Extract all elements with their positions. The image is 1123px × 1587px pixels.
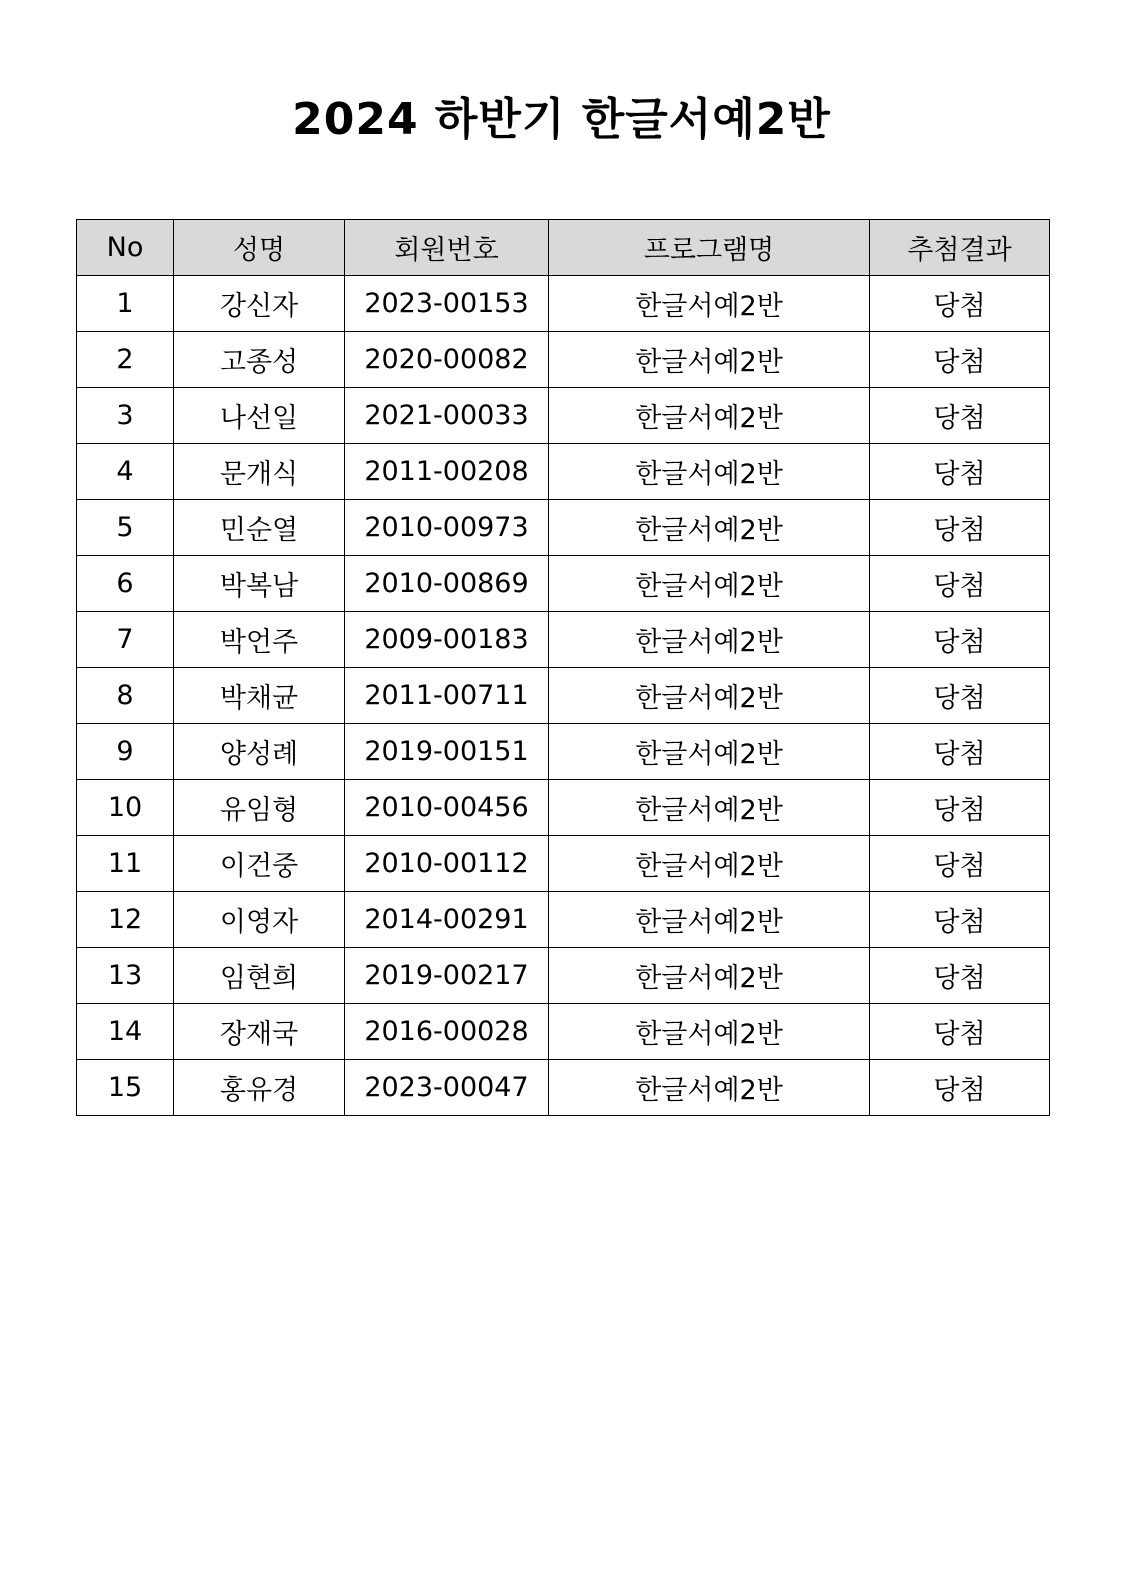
cell-result: 당첨: [870, 836, 1050, 892]
page-title: 2024 하반기 한글서예2반: [292, 94, 831, 145]
table-row: [77, 780, 1050, 836]
header-program: 프로그램명: [549, 220, 870, 276]
header-no: No: [77, 220, 174, 276]
cell-program: 한글서예2반: [549, 836, 870, 892]
cell-program: 한글서예2반: [549, 1060, 870, 1116]
table-row: [77, 892, 1050, 948]
cell-name: 홍유경: [174, 1060, 345, 1116]
table-row: [77, 724, 1050, 780]
cell-name: 문개식: [174, 444, 345, 500]
cell-no: 7: [77, 612, 174, 668]
table-body: [77, 276, 1050, 1116]
cell-name: 양성례: [174, 724, 345, 780]
cell-name: 유임형: [174, 780, 345, 836]
cell-name: 장재국: [174, 1004, 345, 1060]
cell-result: 당첨: [870, 556, 1050, 612]
cell-program: 한글서예2반: [549, 332, 870, 388]
cell-program: 한글서예2반: [549, 556, 870, 612]
table-row: [77, 500, 1050, 556]
cell-name: 이영자: [174, 892, 345, 948]
cell-program: 한글서예2반: [549, 500, 870, 556]
cell-result: 당첨: [870, 444, 1050, 500]
cell-name: 민순열: [174, 500, 345, 556]
cell-result: 당첨: [870, 332, 1050, 388]
cell-member-no: 2016-00028: [345, 1004, 549, 1060]
cell-no: 15: [77, 1060, 174, 1116]
cell-program: 한글서예2반: [549, 948, 870, 1004]
cell-program: 한글서예2반: [549, 444, 870, 500]
cell-member-no: 2011-00208: [345, 444, 549, 500]
header-member-no: 회원번호: [345, 220, 549, 276]
cell-name: 박언주: [174, 612, 345, 668]
cell-member-no: 2010-00869: [345, 556, 549, 612]
cell-no: 1: [77, 276, 174, 332]
cell-member-no: 2010-00456: [345, 780, 549, 836]
cell-program: 한글서예2반: [549, 388, 870, 444]
cell-no: 14: [77, 1004, 174, 1060]
cell-member-no: 2009-00183: [345, 612, 549, 668]
table-row: [77, 388, 1050, 444]
cell-result: 당첨: [870, 780, 1050, 836]
cell-result: 당첨: [870, 1004, 1050, 1060]
cell-member-no: 2010-00112: [345, 836, 549, 892]
cell-program: 한글서예2반: [549, 780, 870, 836]
table-header: [77, 220, 1050, 276]
cell-result: 당첨: [870, 724, 1050, 780]
cell-result: 당첨: [870, 500, 1050, 556]
cell-no: 2: [77, 332, 174, 388]
cell-result: 당첨: [870, 892, 1050, 948]
cell-member-no: 2020-00082: [345, 332, 549, 388]
cell-member-no: 2011-00711: [345, 668, 549, 724]
table-row: [77, 948, 1050, 1004]
cell-no: 4: [77, 444, 174, 500]
cell-name: 임현희: [174, 948, 345, 1004]
cell-no: 10: [77, 780, 174, 836]
cell-program: 한글서예2반: [549, 668, 870, 724]
cell-member-no: 2010-00973: [345, 500, 549, 556]
cell-result: 당첨: [870, 388, 1050, 444]
cell-program: 한글서예2반: [549, 724, 870, 780]
cell-no: 13: [77, 948, 174, 1004]
table-row: [77, 556, 1050, 612]
cell-name: 나선일: [174, 388, 345, 444]
table-row: [77, 276, 1050, 332]
cell-member-no: 2023-00047: [345, 1060, 549, 1116]
cell-no: 6: [77, 556, 174, 612]
cell-no: 11: [77, 836, 174, 892]
lottery-result-table: [76, 219, 1050, 1116]
table-row: [77, 612, 1050, 668]
table-row: [77, 444, 1050, 500]
cell-program: 한글서예2반: [549, 1004, 870, 1060]
table-row: [77, 1004, 1050, 1060]
cell-program: 한글서예2반: [549, 892, 870, 948]
cell-member-no: 2021-00033: [345, 388, 549, 444]
cell-member-no: 2019-00151: [345, 724, 549, 780]
cell-no: 3: [77, 388, 174, 444]
cell-result: 당첨: [870, 668, 1050, 724]
cell-result: 당첨: [870, 1060, 1050, 1116]
cell-member-no: 2023-00153: [345, 276, 549, 332]
cell-member-no: 2019-00217: [345, 948, 549, 1004]
cell-name: 박복남: [174, 556, 345, 612]
cell-name: 박채균: [174, 668, 345, 724]
cell-name: 강신자: [174, 276, 345, 332]
cell-program: 한글서예2반: [549, 612, 870, 668]
cell-no: 12: [77, 892, 174, 948]
cell-name: 이건중: [174, 836, 345, 892]
table-row: [77, 668, 1050, 724]
cell-result: 당첨: [870, 276, 1050, 332]
table-row: [77, 1060, 1050, 1116]
cell-result: 당첨: [870, 948, 1050, 1004]
cell-result: 당첨: [870, 612, 1050, 668]
cell-program: 한글서예2반: [549, 276, 870, 332]
header-result: 추첨결과: [870, 220, 1050, 276]
cell-no: 8: [77, 668, 174, 724]
cell-no: 5: [77, 500, 174, 556]
header-row: [77, 220, 1050, 276]
cell-member-no: 2014-00291: [345, 892, 549, 948]
cell-name: 고종성: [174, 332, 345, 388]
table-row: [77, 836, 1050, 892]
cell-no: 9: [77, 724, 174, 780]
table-row: [77, 332, 1050, 388]
header-name: 성명: [174, 220, 345, 276]
